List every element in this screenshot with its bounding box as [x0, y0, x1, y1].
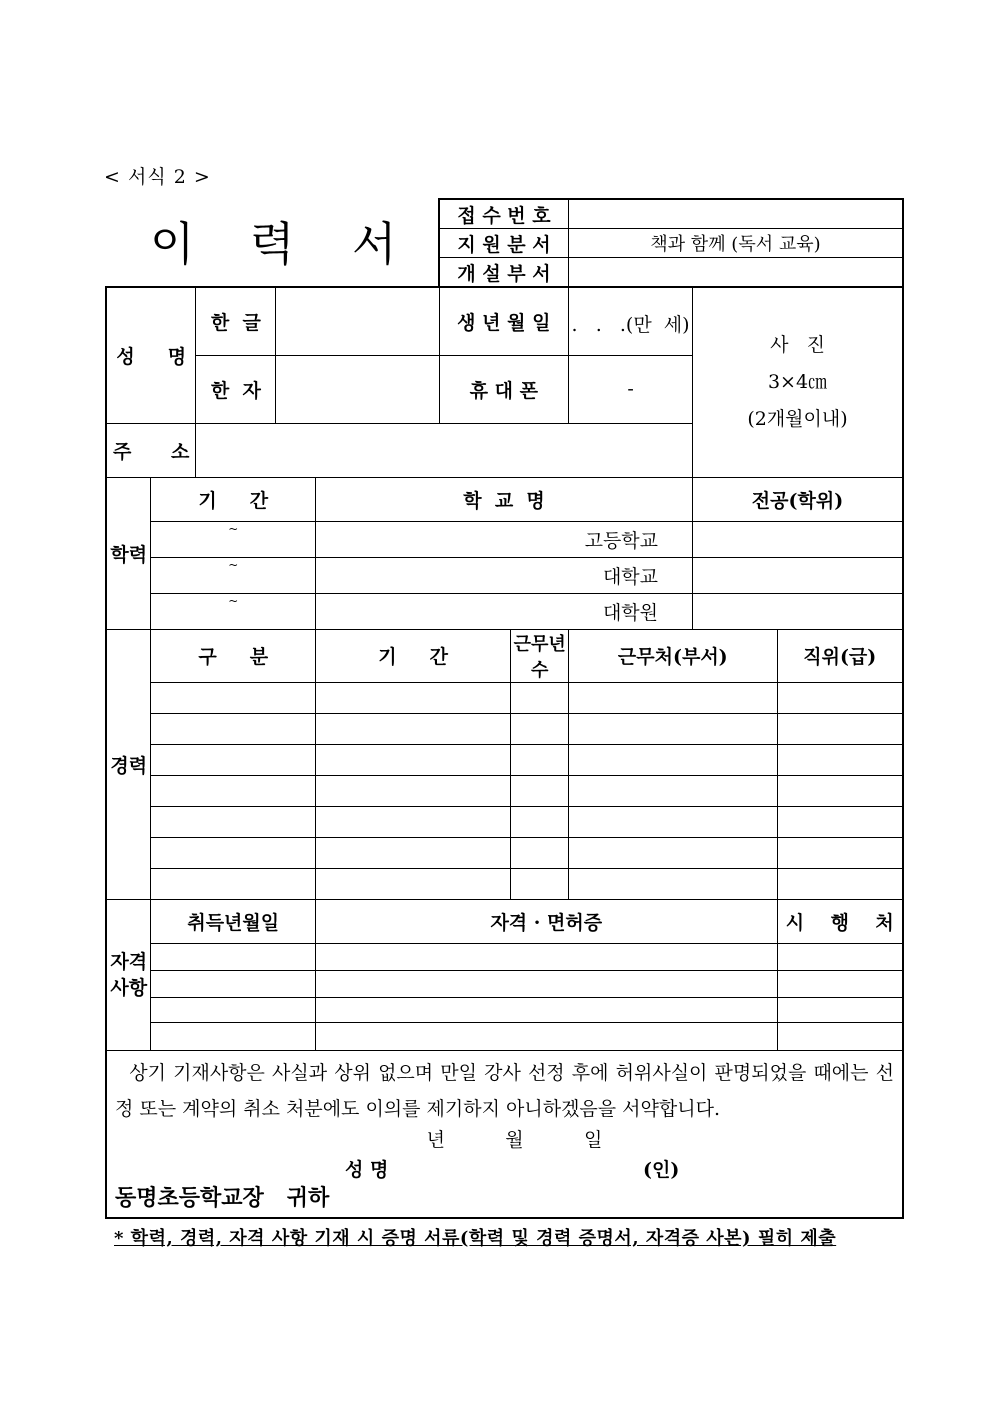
edu-school-3[interactable]: 대학원	[316, 593, 693, 629]
phone-field[interactable]: -	[569, 355, 693, 423]
name-label: 성 명	[106, 287, 196, 423]
career-row	[106, 713, 903, 744]
career-period-cell[interactable]	[316, 744, 511, 775]
career-position-cell[interactable]	[777, 775, 903, 806]
edu-col-school: 학 교 명	[316, 477, 693, 521]
license-date-cell[interactable]	[151, 970, 316, 997]
career-period-cell[interactable]	[316, 837, 511, 868]
license-name-cell[interactable]	[316, 1022, 778, 1050]
pledge-cell	[106, 1050, 903, 1218]
license-date-cell[interactable]	[151, 943, 316, 970]
career-row	[106, 682, 903, 713]
career-workplace-cell[interactable]	[569, 713, 777, 744]
edu-major-2[interactable]	[693, 557, 903, 593]
career-period-cell[interactable]	[316, 682, 511, 713]
career-type-cell[interactable]	[151, 837, 316, 868]
title-char-2: 력	[250, 217, 295, 271]
address-field[interactable]	[196, 423, 693, 477]
license-date-cell[interactable]	[151, 1022, 316, 1050]
education-section-label: 학력	[106, 477, 151, 629]
addressee: 동명초등학교장 귀하	[115, 1184, 330, 1211]
opening-dept-label: 개 설 부 서	[439, 258, 568, 288]
career-type-cell[interactable]	[151, 806, 316, 837]
birth-label: 생 년 월 일	[439, 287, 569, 355]
edu-school-1[interactable]: 고등학교	[316, 521, 693, 557]
resume-table	[105, 286, 904, 1219]
career-row	[106, 806, 903, 837]
career-workplace-cell[interactable]	[569, 682, 777, 713]
sign-label: 성 명	[345, 1158, 389, 1181]
photo-box[interactable]	[693, 287, 903, 477]
career-period-cell[interactable]	[316, 806, 511, 837]
pledge-text: 상기 기재사항은 사실과 상위 없으며 만일 강사 선정 후에 허위사실이 판명되었을 때에는 선정 또는 계약의 취소 처분에도 이의를 제기하지 아니하겠음을 서약합니다.	[115, 1061, 894, 1120]
hanja-name-field[interactable]	[276, 355, 439, 423]
career-years-cell[interactable]	[511, 775, 569, 806]
career-workplace-cell[interactable]	[569, 775, 777, 806]
career-col-years: 근무년수	[511, 629, 569, 682]
career-years-cell[interactable]	[511, 868, 569, 899]
license-name-cell[interactable]	[316, 997, 778, 1022]
license-label-line2: 사항	[110, 976, 148, 999]
license-row	[106, 943, 903, 970]
birth-field[interactable]: . . .(만 세)	[569, 287, 693, 355]
career-type-cell[interactable]	[151, 713, 316, 744]
photo-label: 사 진	[770, 333, 825, 356]
career-row	[106, 837, 903, 868]
license-row	[106, 997, 903, 1022]
career-years-cell[interactable]	[511, 682, 569, 713]
receipt-no-label: 접 수 번 호	[439, 199, 568, 229]
edu-major-1[interactable]	[693, 521, 903, 557]
hangul-label: 한 글	[196, 287, 276, 355]
hangul-name-field[interactable]	[276, 287, 439, 355]
photo-size: 3×4㎝	[767, 370, 828, 393]
opening-dept-field[interactable]	[568, 258, 903, 288]
career-years-cell[interactable]	[511, 837, 569, 868]
receipt-no-field[interactable]	[568, 199, 903, 229]
applied-program-label: 지 원 분 서	[439, 229, 568, 258]
career-col-period: 기 간	[316, 629, 511, 682]
title-char-3: 서	[352, 217, 397, 271]
career-period-cell[interactable]	[316, 713, 511, 744]
career-type-cell[interactable]	[151, 868, 316, 899]
license-issuer-cell[interactable]	[777, 943, 903, 970]
career-period-cell[interactable]	[316, 775, 511, 806]
career-workplace-cell[interactable]	[569, 744, 777, 775]
career-workplace-cell[interactable]	[569, 837, 777, 868]
license-section-label	[106, 899, 151, 1050]
career-years-cell[interactable]	[511, 713, 569, 744]
edu-school-2[interactable]: 대학교	[316, 557, 693, 593]
hanja-label: 한 자	[196, 355, 276, 423]
license-issuer-cell[interactable]	[777, 1022, 903, 1050]
edu-period-2[interactable]: ~	[151, 557, 316, 593]
career-workplace-cell[interactable]	[569, 868, 777, 899]
footnote: * 학력, 경력, 자격 사항 기재 시 증명 서류(학력 및 경력 증명서, 자격증 사본) 필히 제출	[114, 1228, 837, 1249]
career-section-label: 경력	[106, 629, 151, 899]
career-row	[106, 868, 903, 899]
seal-label: (인)	[643, 1158, 680, 1181]
career-row	[106, 744, 903, 775]
edu-col-period: 기 간	[151, 477, 316, 521]
license-col-date: 취득년월일	[151, 899, 316, 943]
license-col-issuer: 시 행 처	[777, 899, 903, 943]
career-type-cell[interactable]	[151, 744, 316, 775]
title-char-1: 이	[150, 217, 195, 271]
header-table	[438, 198, 904, 288]
license-row	[106, 970, 903, 997]
address-label: 주 소	[106, 423, 196, 477]
license-row	[106, 1022, 903, 1050]
license-label-line1: 자격	[110, 950, 148, 973]
phone-label: 휴 대 폰	[439, 355, 569, 423]
career-position-cell[interactable]	[777, 837, 903, 868]
career-col-position: 직위(급)	[777, 629, 903, 682]
career-position-cell[interactable]	[777, 682, 903, 713]
career-col-workplace: 근무처(부서)	[569, 629, 777, 682]
license-name-cell[interactable]	[316, 943, 778, 970]
edu-period-3[interactable]: ~	[151, 593, 316, 629]
license-name-cell[interactable]	[316, 970, 778, 997]
license-issuer-cell[interactable]	[777, 997, 903, 1022]
license-date-cell[interactable]	[151, 997, 316, 1022]
career-position-cell[interactable]	[777, 868, 903, 899]
career-position-cell[interactable]	[777, 744, 903, 775]
career-years-cell[interactable]	[511, 744, 569, 775]
career-position-cell[interactable]	[777, 713, 903, 744]
edu-major-3[interactable]	[693, 593, 903, 629]
license-issuer-cell[interactable]	[777, 970, 903, 997]
license-col-name: 자격 · 면허증	[316, 899, 778, 943]
signature-line	[115, 1153, 894, 1183]
career-col-type: 구 분	[151, 629, 316, 682]
career-workplace-cell[interactable]	[569, 806, 777, 837]
career-row	[106, 775, 903, 806]
edu-col-major: 전공(학위)	[693, 477, 903, 521]
career-period-cell[interactable]	[316, 868, 511, 899]
form-number-label: < 서식 2 >	[104, 166, 211, 188]
career-type-cell[interactable]	[151, 682, 316, 713]
career-years-cell[interactable]	[511, 806, 569, 837]
pledge-date-line: 년 월 일	[426, 1128, 603, 1151]
applied-program-value[interactable]: 책과 함께 (독서 교육)	[568, 229, 903, 258]
career-position-cell[interactable]	[777, 806, 903, 837]
photo-note: (2개월이내)	[747, 407, 848, 430]
edu-period-1[interactable]: ~	[151, 521, 316, 557]
career-type-cell[interactable]	[151, 775, 316, 806]
